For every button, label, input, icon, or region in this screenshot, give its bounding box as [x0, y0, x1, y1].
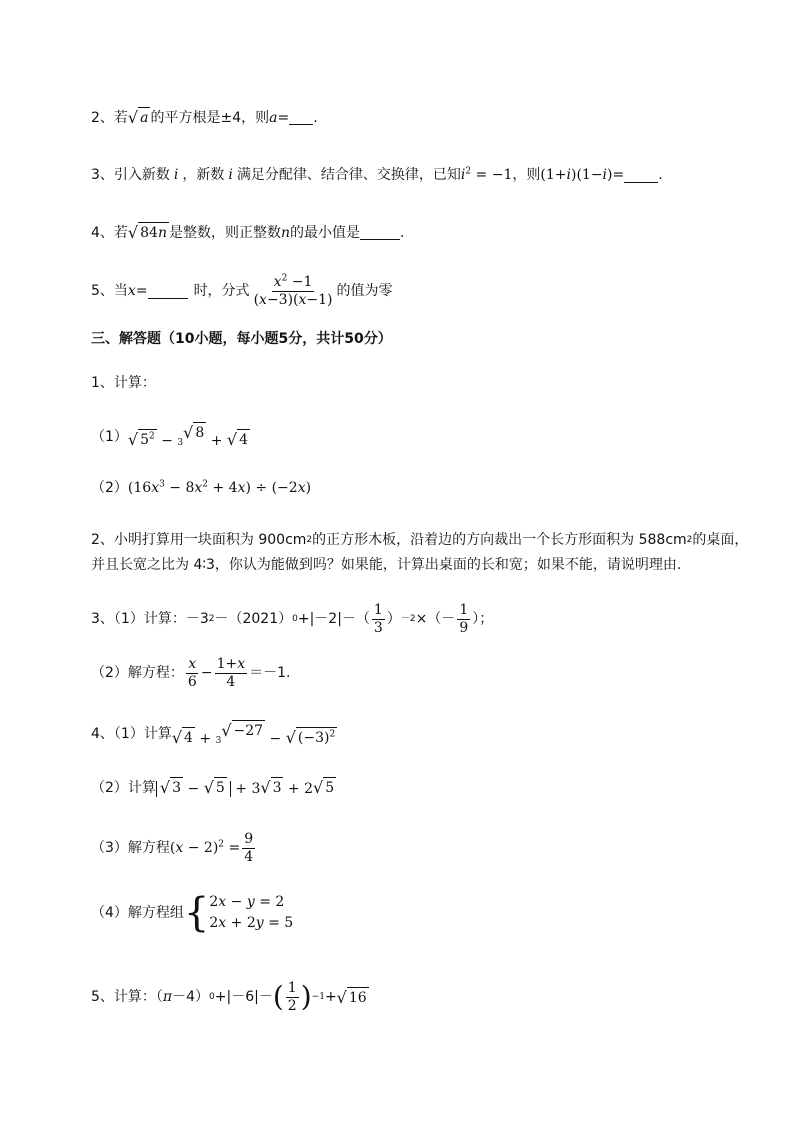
- p4-s2-expr: √ 3 − √ 5 + 3 √ 3 + 2 √ 5: [156, 777, 336, 799]
- p4-s1-expr: √ 4 + 3 √ −27 − √ $(-3)^2$: [171, 720, 336, 747]
- fill-q3: [91, 165, 663, 185]
- p3-text-b: －（2021）: [214, 611, 293, 627]
- p4-sub3: [91, 830, 257, 866]
- q5-eq: =: [135, 283, 148, 299]
- p1-title: 1、计算：: [91, 375, 156, 391]
- p4-sub4: [91, 891, 293, 935]
- q3-text-f: ，则: [512, 167, 541, 183]
- p1-sub1: [91, 422, 250, 451]
- q3-product: (1+i)(1−i): [540, 167, 613, 183]
- q5-fraction: $\frac{x^2 -1}{(x-3)(x-1)}$: [253, 272, 333, 308]
- p5-lparen: (: [272, 980, 284, 1013]
- p3-text-a: 3、（1）计算：－3: [91, 611, 209, 627]
- q3-eq: =: [612, 167, 625, 183]
- p3-frac-1-3: $\frac{1}{3}$: [373, 601, 383, 636]
- p3-text-c: +|－2|－（: [297, 611, 370, 627]
- q3-text-e: 满足分配律、结合律、交换律，已知: [236, 167, 461, 183]
- p4-s4-label: （4）解方程组: [91, 905, 184, 921]
- q5-answer-blank[interactable]: [148, 284, 188, 299]
- p5-text-d: +: [324, 989, 337, 1005]
- p4-s3-expr: $(x - 2)^2$ =: [169, 839, 241, 856]
- sqrt-84n: √ 84n: [127, 223, 167, 242]
- q3-text-c: ，新数: [182, 167, 225, 183]
- q4-var-n: n: [280, 224, 291, 241]
- p4-sub1: [91, 719, 337, 749]
- p3-sub2: （2）解方程： $\frac{x}{6}$ − $\frac{1+x}{4}$ ＝－1.: [91, 655, 291, 690]
- q4-text-a: 4、若: [91, 224, 128, 241]
- fill-q5: [91, 271, 393, 311]
- p3-text-f: ）；: [472, 611, 494, 627]
- p5-pi: π: [162, 989, 173, 1005]
- fill-q2: [91, 107, 318, 128]
- p3-frac-1px-4: $\frac{1+x}{4}$: [216, 655, 246, 690]
- p4-s3-label: （3）解方程: [91, 840, 170, 856]
- p1-s1-label: （1）: [91, 428, 128, 445]
- p3-frac-x-6: $\frac{x}{6}$: [187, 655, 197, 690]
- p4-system: 2x − y = 2 2x + 2y = 5: [209, 894, 294, 931]
- q4-answer-blank[interactable]: [360, 225, 400, 240]
- q4-text-b: 是整数，则正整数: [168, 224, 281, 241]
- q3-answer-blank[interactable]: [624, 168, 658, 183]
- q4-text-d: 的最小值是: [290, 224, 361, 241]
- p4-sub2: [91, 777, 336, 799]
- q2-text-b: 的平方根是±4，则: [150, 109, 270, 126]
- p5-frac-1-2: $\frac{1}{2}$: [287, 979, 297, 1014]
- q2-eq: =: [277, 109, 290, 126]
- p2-line2: 并且长宽之比为 4∶3，你认为能做到吗？如果能，计算出桌面的长和宽；如果不能，请说明理由.: [91, 557, 682, 573]
- q3-i2: i: [228, 167, 233, 183]
- p5-text-a: 5、计算：（: [91, 989, 163, 1005]
- p1-s2-label: （2）: [91, 480, 128, 496]
- p2-text-b: 的正方形木板，沿着边的方向裁出一个长方形面积为 588cm: [312, 532, 687, 548]
- p5-text-b: －4）: [172, 989, 210, 1005]
- section3-heading: 三、解答题（10小题，每小题5分，共计50分）: [91, 331, 392, 347]
- p4-frac-9-4: $\frac{9}{4}$: [244, 830, 254, 865]
- p4-s1-label: 4、（1）计算: [91, 726, 172, 742]
- q2-text-a: 2、若: [91, 109, 128, 126]
- q4-period: .: [400, 224, 405, 241]
- system-brace: {: [183, 890, 210, 936]
- q5-text-e: 的值为零: [336, 283, 393, 299]
- fill-q4: [91, 222, 404, 243]
- p3-s2-label: （2）解方程：: [91, 665, 184, 681]
- p3-sub1: 3、（1）计算：－3 2 －（2021） 0 +|－2|－（ $\frac{1}{3}$ ） －2 ×（－ $\frac{1}{9}$ ）；: [91, 601, 494, 636]
- p2-line1: 2、小明打算用一块面积为 900cm 2 的正方形木板，沿着边的方向裁出一个长方形面积为 588cm 2 的桌面，: [91, 532, 749, 548]
- p3-frac-1-9: $\frac{1}{9}$: [459, 601, 469, 636]
- p5: 5、计算：（ π －4） 0 +|－6|－ ( $\frac{1}{2}$ ) −1 + √ 16: [91, 979, 367, 1014]
- p5-text-c: +|－6|－: [214, 989, 273, 1005]
- q2-answer-blank[interactable]: [289, 110, 313, 125]
- q2-period: .: [313, 109, 318, 126]
- q3-period: .: [658, 167, 663, 183]
- q3-i-squared: $i^2 = -1$: [460, 166, 513, 183]
- p2-text-a: 2、小明打算用一块面积为 900cm: [91, 532, 307, 548]
- q5-text-d: 时，分式: [193, 283, 250, 299]
- p3-text-d: ）: [386, 611, 401, 627]
- sqrt-a: √ a: [127, 108, 149, 127]
- p2-text-c: 的桌面，: [692, 532, 749, 548]
- p1-sub2: [91, 478, 311, 498]
- q5-text-a: 5、当: [91, 283, 128, 299]
- p1-s1-expr: √ $5^2$ − 3 √ 8 + √ 4: [127, 423, 249, 449]
- p5-sqrt16: √ 16: [336, 987, 367, 1007]
- q3-i1: i: [173, 167, 179, 183]
- p3-text-e: ×（－: [415, 611, 456, 627]
- q5-var-x: x: [127, 283, 136, 299]
- p3-eq-rhs: ＝－1.: [249, 665, 291, 681]
- p4-s2-label: （2）计算: [91, 780, 156, 796]
- q2-var-a: a: [269, 109, 278, 126]
- p1-s2-expr: $(16x^3 - 8x^2 + 4x) \div (-2x)$: [127, 479, 312, 496]
- q3-text-a: 3、引入新数: [91, 167, 170, 183]
- p5-rparen: ): [300, 980, 312, 1013]
